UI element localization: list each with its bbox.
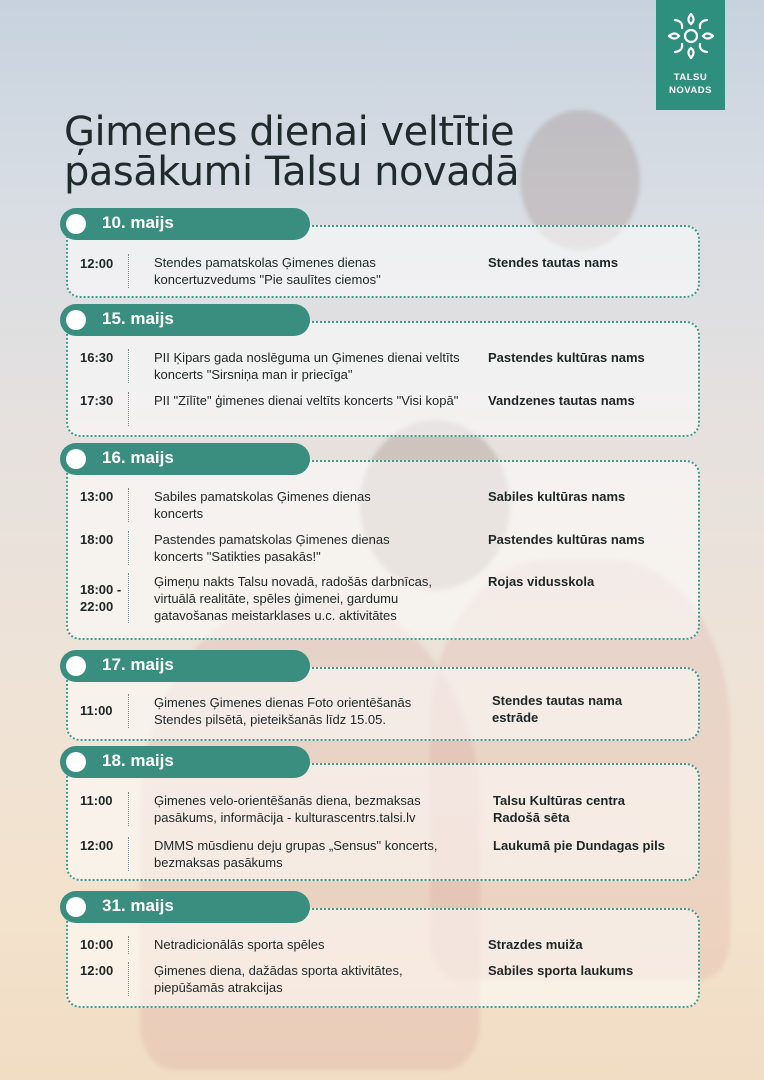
row-separator: [128, 392, 129, 426]
day-date: 10. maijs: [102, 213, 174, 232]
day-date: 16. maijs: [102, 448, 174, 467]
day-date: 31. maijs: [102, 896, 174, 915]
event-time: 18:00 - 22:00: [80, 582, 122, 614]
page-title-line1: Ģimenes dienai veltītie: [64, 109, 515, 155]
event-place: Pastendes kultūras nams: [488, 532, 645, 547]
event-place: Stendes tautas nams: [488, 255, 619, 270]
event-description: Pastendes pamatskolas Ģimenes dienas koncerts "Satikties pasakās!": [154, 532, 390, 564]
event-place: Strazdes muiža: [488, 937, 583, 952]
event-time: 12:00: [80, 256, 114, 271]
event-description: DMMS mūsdienu deju grupas „Sensus" koncerts, bezmaksas pasākums: [154, 838, 438, 870]
event-place: Rojas vidusskola: [488, 574, 595, 589]
ornament-logo-icon: [665, 10, 717, 62]
event-description: Ģimenes diena, dažādas sporta aktivitātes, piepūšamās atrakcijas: [154, 963, 403, 995]
pill-dot-icon: [66, 897, 86, 917]
event-place: Talsu Kultūras centra Radošā sēta: [493, 793, 625, 825]
event-place: Vandzenes tautas nams: [488, 393, 635, 408]
event-description: Ģimenes Ģimenes dienas Foto orientēšanās Stendes pilsētā, pieteikšanās līdz 15.05.: [154, 695, 412, 727]
row-separator: [128, 694, 129, 728]
pill-dot-icon: [66, 752, 86, 772]
event-description: Ģimenes velo-orientēšanās diena, bezmaksas pasākums, informācija - kulturascentrs.talsi.lv: [154, 793, 421, 825]
row-separator: [128, 488, 129, 522]
page-title-line2: pasākumi Talsu novadā: [64, 149, 520, 195]
event-place: Sabiles sporta laukums: [488, 963, 634, 978]
event-description: PII Ķipars gada noslēguma un Ģimenes dienai veltīts koncerts "Sirsniņa man ir priecīga": [154, 350, 460, 382]
event-description: Stendes pamatskolas Ģimenes dienas koncertuzvedums "Pie saulītes ciemos": [154, 255, 381, 287]
event-time: 18:00: [80, 532, 114, 547]
day-date-pill: [60, 304, 310, 336]
event-time: 12:00: [80, 963, 114, 978]
logo-text-line1: TALSU: [673, 72, 708, 83]
day-section: [60, 650, 700, 742]
row-separator: [128, 837, 129, 871]
day-date: 18. maijs: [102, 751, 174, 770]
event-description: Ģimeņu nakts Talsu novadā, radošās darbnīcas, virtuālā realitāte, spēles ģimenei, gardumu gatavošanas meistarklases u.c. aktivitātes: [154, 574, 432, 623]
day-date-pill: [60, 443, 310, 475]
page-title: [64, 109, 584, 195]
pill-dot-icon: [66, 449, 86, 469]
pill-dot-icon: [66, 310, 86, 330]
event-place: Sabiles kultūras nams: [488, 489, 626, 504]
row-separator: [128, 936, 129, 954]
talsu-novads-logo: [656, 0, 725, 110]
event-time: 12:00: [80, 838, 114, 853]
row-separator: [128, 254, 129, 288]
event-place: Stendes tautas nama estrāde: [492, 693, 623, 725]
event-time: 11:00: [80, 703, 113, 718]
day-section: [60, 891, 700, 1009]
row-separator: [128, 573, 129, 623]
pill-dot-icon: [66, 214, 86, 234]
day-date: 17. maijs: [102, 655, 174, 674]
day-date-pill: [60, 746, 310, 778]
event-description: Netradicionālās sporta spēles: [154, 937, 325, 952]
day-date-pill: [60, 650, 310, 682]
day-section: [60, 746, 700, 882]
event-time: 13:00: [80, 489, 114, 504]
row-separator: [128, 531, 129, 565]
event-place: Pastendes kultūras nams: [488, 350, 645, 365]
day-section: [60, 208, 700, 298]
row-separator: [128, 349, 129, 383]
event-time: 17:30: [80, 393, 114, 408]
row-separator: [128, 792, 129, 826]
day-date-pill: [60, 891, 310, 923]
day-section: [60, 304, 700, 434]
pill-dot-icon: [66, 656, 86, 676]
event-time: 11:00: [80, 793, 113, 808]
day-section: [60, 443, 700, 639]
event-place: Laukumā pie Dundagas pils: [493, 838, 665, 853]
logo-text-line2: NOVADS: [669, 85, 712, 96]
event-description: Sabiles pamatskolas Ģimenes dienas koncerts: [154, 489, 371, 521]
event-description: PII "Zīlīte" ģimenes dienai veltīts koncerts "Visi kopā": [154, 393, 459, 408]
day-date: 15. maijs: [102, 309, 174, 328]
row-separator: [128, 962, 129, 996]
day-date-pill: [60, 208, 310, 240]
event-time: 10:00: [80, 937, 114, 952]
event-time: 16:30: [80, 350, 114, 365]
